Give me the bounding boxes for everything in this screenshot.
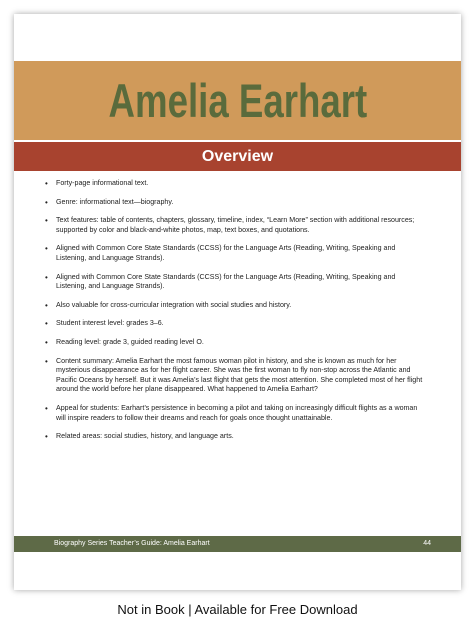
list-item: • Student interest level: grades 3–6. bbox=[44, 319, 424, 329]
page-title: Amelia Earhart bbox=[108, 74, 367, 127]
footer-title: Biography Series Teacher’s Guide: Amelia Earhart bbox=[54, 540, 210, 547]
list-item: • Content summary: Amelia Earhart the most famous woman pilot in history, and she is known as much for her mysterious disappearance as for her flight career. She was the first woman to fly non-stop across the Atlantic and Pacific Oceans by herself. But it was Amelia’s last flight that gets the most attention. She completed most of her flight around the world before her plane disappeared. What happened to Amelia Earhart? bbox=[44, 357, 424, 395]
list-item: • Genre: informational text—biography. bbox=[44, 198, 424, 208]
document-page bbox=[14, 14, 461, 590]
section-heading: Overview bbox=[201, 147, 274, 165]
section-band bbox=[14, 142, 461, 171]
list-item: • Forty-page informational text. bbox=[44, 179, 424, 189]
page-number: 44 bbox=[423, 540, 431, 547]
list-item: • Text features: table of contents, chapters, glossary, timeline, index, “Learn More” section with additional resources; supported by color and black-and-white photos, map, text boxes, and quotations. bbox=[44, 216, 424, 235]
list-item: • Aligned with Common Core State Standards (CCSS) for the Language Arts (Reading, Writing, Speaking and Listening, and Language Strands). bbox=[44, 273, 424, 292]
bullet-list bbox=[44, 179, 424, 451]
list-item: • Related areas: social studies, history, and language arts. bbox=[44, 432, 424, 442]
list-item: • Also valuable for cross-curricular integration with social studies and history. bbox=[44, 301, 424, 311]
list-item: • Appeal for students: Earhart’s persistence in becoming a pilot and taking on increasingly difficult flights as a woman will inspire readers to follow their dreams and reach for goals once thought unattainable. bbox=[44, 404, 424, 423]
title-band bbox=[14, 61, 461, 140]
download-caption: Not in Book | Available for Free Download bbox=[117, 602, 358, 617]
list-item: • Reading level: grade 3, guided reading level O. bbox=[44, 338, 424, 348]
footer-band bbox=[14, 536, 461, 552]
list-item: • Aligned with Common Core State Standards (CCSS) for the Language Arts (Reading, Writing, Speaking and Listening, and Language Strands). bbox=[44, 244, 424, 263]
